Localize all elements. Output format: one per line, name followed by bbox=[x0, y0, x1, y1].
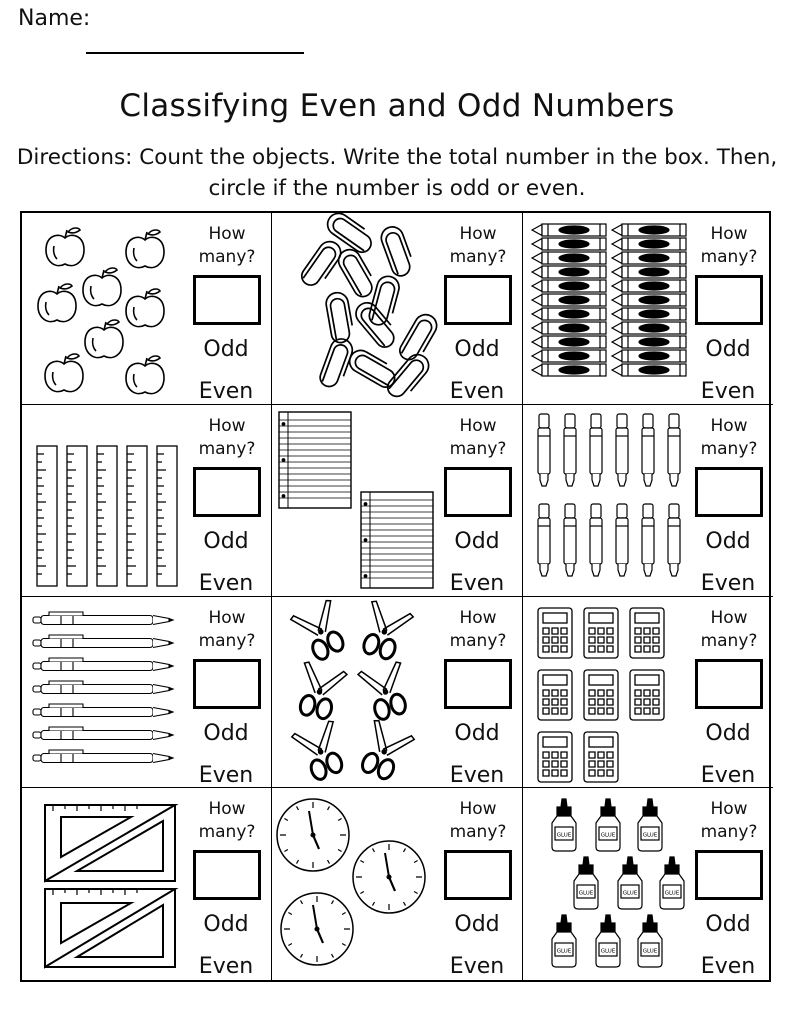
worksheet-title: Classifying Even and Odd Numbers bbox=[119, 88, 675, 124]
name-blank-line[interactable] bbox=[86, 52, 304, 54]
even-option[interactable]: Even bbox=[198, 570, 254, 596]
answer-box[interactable] bbox=[695, 659, 763, 709]
how-many-label: How many? bbox=[700, 799, 758, 843]
cell-calculators bbox=[523, 597, 773, 789]
paperclips-picture bbox=[275, 216, 445, 400]
scissors-picture bbox=[275, 600, 445, 784]
answer-box[interactable] bbox=[444, 850, 512, 900]
calculators-picture bbox=[526, 600, 696, 784]
how-many-label: How many? bbox=[700, 224, 758, 267]
odd-option[interactable]: Odd bbox=[203, 528, 249, 554]
answer-box[interactable] bbox=[695, 850, 763, 900]
how-many-label: How many? bbox=[449, 415, 507, 459]
glue-bottles-picture: GLUE bbox=[526, 791, 696, 975]
directions-text: Directions: Count the objects. Write the total number in the box. Then, circle if the number is odd or even. bbox=[16, 145, 778, 201]
answer-box[interactable] bbox=[193, 275, 261, 325]
odd-option[interactable]: Odd bbox=[454, 720, 500, 746]
how-many-label: How many? bbox=[449, 607, 507, 651]
even-option[interactable]: Even bbox=[700, 379, 756, 404]
cell-clocks bbox=[272, 788, 523, 980]
how-many-label: How many? bbox=[449, 799, 507, 843]
odd-option[interactable]: Odd bbox=[454, 912, 500, 938]
even-option[interactable]: Even bbox=[449, 379, 505, 404]
even-option[interactable]: Even bbox=[700, 954, 756, 980]
even-option[interactable]: Even bbox=[449, 954, 505, 980]
how-many-label: How many? bbox=[198, 607, 256, 651]
odd-option[interactable]: Odd bbox=[705, 720, 751, 746]
answer-box[interactable] bbox=[193, 659, 261, 709]
answer-box[interactable] bbox=[695, 275, 763, 325]
even-option[interactable]: Even bbox=[449, 570, 505, 596]
how-many-label: How many? bbox=[700, 415, 758, 459]
answer-box[interactable] bbox=[444, 467, 512, 517]
even-option[interactable]: Even bbox=[700, 762, 756, 788]
odd-option[interactable]: Odd bbox=[203, 720, 249, 746]
markers-picture bbox=[526, 408, 696, 592]
even-option[interactable]: Even bbox=[198, 379, 254, 404]
answer-box[interactable] bbox=[193, 467, 261, 517]
notebook-paper-picture bbox=[275, 408, 445, 592]
even-option[interactable]: Even bbox=[449, 762, 505, 788]
cell-paperclips bbox=[272, 213, 523, 405]
cell-set-squares bbox=[22, 788, 272, 980]
even-option[interactable]: Even bbox=[700, 570, 756, 596]
cell-crayons bbox=[523, 213, 773, 405]
odd-option[interactable]: Odd bbox=[203, 337, 249, 362]
apples-picture bbox=[25, 216, 195, 400]
counting-grid bbox=[20, 211, 771, 982]
even-option[interactable]: Even bbox=[198, 762, 254, 788]
how-many-label: How many? bbox=[198, 224, 256, 267]
odd-option[interactable]: Odd bbox=[454, 528, 500, 554]
odd-option[interactable]: Odd bbox=[705, 337, 751, 362]
cell-apples bbox=[22, 213, 272, 405]
odd-option[interactable]: Odd bbox=[203, 912, 249, 938]
clocks-picture bbox=[275, 791, 445, 975]
answer-box[interactable] bbox=[444, 659, 512, 709]
answer-box[interactable] bbox=[193, 850, 261, 900]
even-option[interactable]: Even bbox=[198, 954, 254, 980]
odd-option[interactable]: Odd bbox=[705, 912, 751, 938]
how-many-label: How many? bbox=[700, 607, 758, 651]
set-squares-picture bbox=[25, 791, 195, 975]
how-many-label: How many? bbox=[449, 224, 507, 267]
pens-picture bbox=[25, 600, 195, 784]
answer-box[interactable] bbox=[695, 467, 763, 517]
how-many-label: How many? bbox=[198, 799, 256, 843]
how-many-label: How many? bbox=[198, 415, 256, 459]
cell-scissors bbox=[272, 597, 523, 789]
cell-notebook-paper bbox=[272, 405, 523, 597]
odd-option[interactable]: Odd bbox=[454, 337, 500, 362]
cell-pens bbox=[22, 597, 272, 789]
cell-rulers bbox=[22, 405, 272, 597]
name-label: Name: bbox=[18, 6, 91, 31]
answer-box[interactable] bbox=[444, 275, 512, 325]
odd-option[interactable]: Odd bbox=[705, 528, 751, 554]
rulers-picture bbox=[25, 408, 195, 592]
cell-markers bbox=[523, 405, 773, 597]
crayons-picture bbox=[526, 216, 696, 400]
cell-glue-bottles bbox=[518, 788, 773, 980]
